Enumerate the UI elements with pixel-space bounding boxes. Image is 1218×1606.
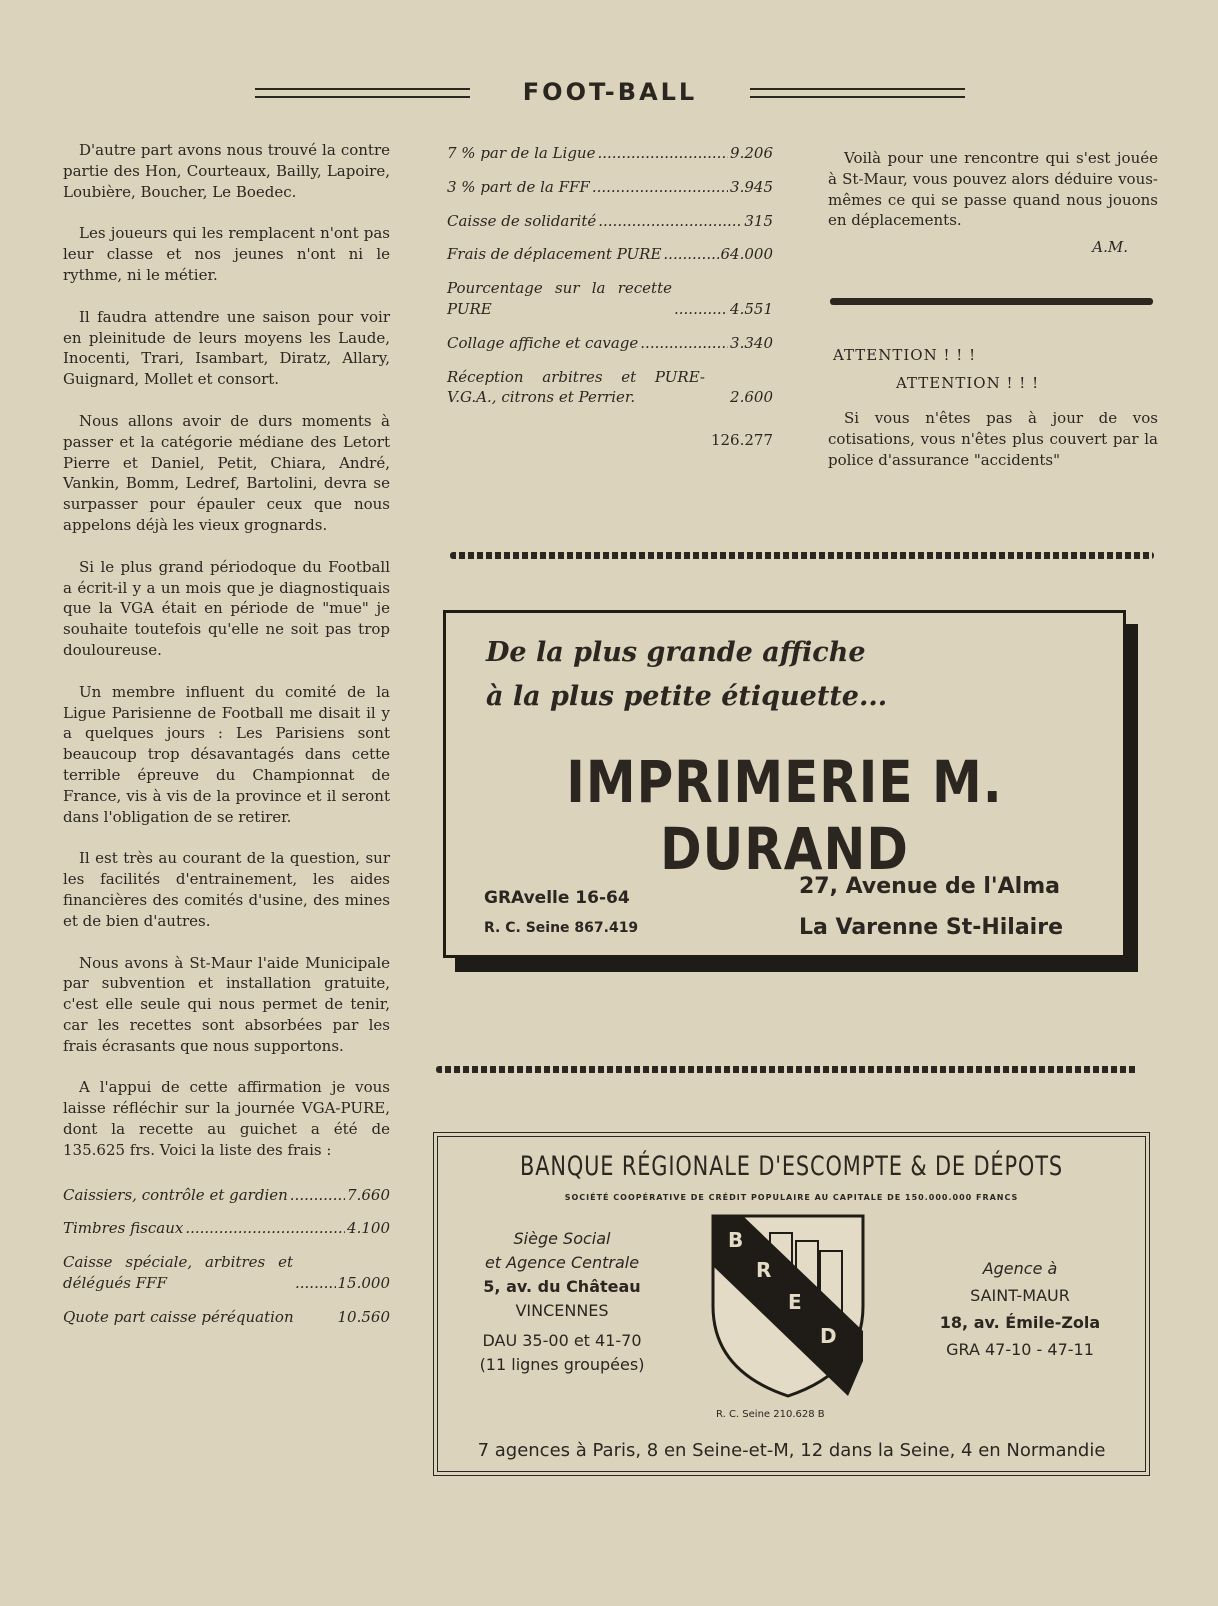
bank-registration: R. C. Seine 210.628 B <box>716 1409 825 1420</box>
article-column-3 <box>828 148 1158 258</box>
attention-heading: ATTENTION ! ! ! <box>896 374 1040 392</box>
printer-name: IMPRIMERIE M. DURAND <box>566 749 1003 883</box>
divider <box>436 1066 1138 1073</box>
header-rule-right <box>750 88 965 98</box>
article-column-1 <box>63 140 390 1341</box>
expense-total: 126.277 <box>710 431 773 450</box>
paragraph: Il faudra attendre une saison pour voir en pleinitude de leurs moyens les Laude, Inocenti, Trari, Isambart, Diratz, Allary, Guignard, Mollet et consort. <box>63 307 390 389</box>
expense-row: Quote part caisse péréquation 10.560 <box>63 1307 390 1326</box>
paragraph: Un membre influent du comité de la Ligue Parisienne de Football me disait il y a quelques jours : Les Parisiens sont beaucoup trop désavantagés dans cette terrible épreuve du Championnat de France, vis à vis de la province et il seront dans l'obligation de se retirer. <box>63 682 390 826</box>
paragraph: Si le plus grand périodoque du Football a écrit-il y a un mois que je diagnostiquais que la VGA était en période de "mue" je souhaite toutefois qu'elle ne soit pas trop douloureuse. <box>63 557 390 659</box>
author-signature: A.M. <box>1092 238 1128 257</box>
ad-slogan: De la plus grande affiche à la plus petite étiquette... <box>486 637 888 712</box>
agency-count: 7 agences à Paris, 8 en Seine-et-M, 12 dans la Seine, 4 en Normandie <box>477 1440 1106 1461</box>
expense-column-2 <box>447 143 773 451</box>
divider <box>830 298 1153 305</box>
expense-row: Pourcentage sur la recette PURE ..... 4.551 <box>447 278 773 320</box>
bred-shield-logo <box>708 1211 868 1401</box>
expense-row: 3 % part de la FFF ..... 3.945 <box>447 177 773 198</box>
branch-info: Agence à SAINT-MAUR 18, av. Émile-Zola GRA 47-10 - 47-11 <box>939 1259 1101 1359</box>
insurance-notice: Si vous n'êtes pas à jour de vos cotisations, vous n'êtes plus couvert par la police d'assurance "accidents" <box>828 409 1158 469</box>
expense-row: Réception arbitres et PURE-V.G.A., citrons et Perrier. 2.600 <box>447 367 773 407</box>
svg-text:R: R <box>756 1258 772 1282</box>
head-office-info: Siège Social et Agence Centrale 5, av. du Château VINCENNES DAU 35-00 et 41-70 (11 lignes groupées) <box>479 1229 645 1374</box>
expense-row: Frais de déplacement PURE ..... 64.000 <box>447 244 773 265</box>
expense-row: Timbres fiscaux ..... 4.100 <box>63 1218 390 1239</box>
section-title: FOOT-BALL <box>522 78 698 106</box>
expense-row: Caisse de solidarité ..... 315 <box>447 211 773 232</box>
bank-name: BANQUE RÉGIONALE D'ESCOMPTE & DE DÉPOTS <box>520 1151 1063 1182</box>
paragraph: D'autre part avons nous trouvé la contre partie des Hon, Courteaux, Bailly, Lapoire, Loubière, Boucher, Le Boedec. <box>63 141 390 201</box>
printer-address: 27, Avenue de l'Alma La Varenne St-Hilaire <box>798 874 1063 940</box>
printer-phone: GRAvelle 16-64 R. C. Seine 867.419 <box>484 888 639 936</box>
expense-row: 7 % par de la Ligue ..... 9.206 <box>447 143 773 164</box>
section-header <box>255 78 965 112</box>
paragraph: Il est très au courant de la question, sur les facilités d'entrainement, les aides financières des comités d'usine, des mines et de bien d'autres. <box>63 849 390 930</box>
attention-heading: ATTENTION ! ! ! <box>833 346 977 364</box>
svg-text:B: B <box>728 1228 744 1252</box>
expense-row: Caissiers, contrôle et gardien ..... 7.660 <box>63 1185 390 1206</box>
paragraph: Les joueurs qui les remplacent n'ont pas leur classe et nos jeunes n'ont ni le rythme, ni le métier. <box>63 224 390 284</box>
svg-text:E: E <box>788 1290 802 1314</box>
expense-row: Collage affiche et cavage ..... 3.340 <box>447 333 773 354</box>
paragraph: Nous avons à St-Maur l'aide Municipale par subvention et installation gratuite, c'est elle seule qui nous permet de tenir, car les recettes sont absorbées par les frais écrasants que nous supportons. <box>63 953 390 1055</box>
paragraph: A l'appui de cette affirmation je vous laisse réfléchir sur la journée VGA-PURE, dont la recette au guichet a été de 135.625 frs. Voici la liste des frais : <box>63 1078 390 1159</box>
paragraph: Nous allons avoir de durs moments à passer et la catégorie médiane des Letort Pierre et Daniel, Petit, Chiara, André, Vankin, Bomm, Ledref, Bartolini, devra se surpasser pour épauler ceux que nous appelons déjà les vieux grognards. <box>63 411 390 534</box>
bank-advertisement <box>437 1136 1146 1472</box>
divider <box>450 552 1154 559</box>
bank-subtitle: SOCIÉTÉ COOPÉRATIVE DE CRÉDIT POPULAIRE AU CAPITALE DE 150.000.000 FRANCS <box>564 1193 1019 1202</box>
paragraph: Voilà pour une rencontre qui s'est jouée à St-Maur, vous pouvez alors déduire vous-mêmes ce qui se passe quand nous jouons en déplacements. <box>828 149 1158 230</box>
expense-row: Caisse spéciale, arbitres et délégués FFF ..... 15.000 <box>63 1252 390 1294</box>
printer-advertisement <box>443 610 1126 958</box>
svg-text:D: D <box>820 1324 837 1348</box>
